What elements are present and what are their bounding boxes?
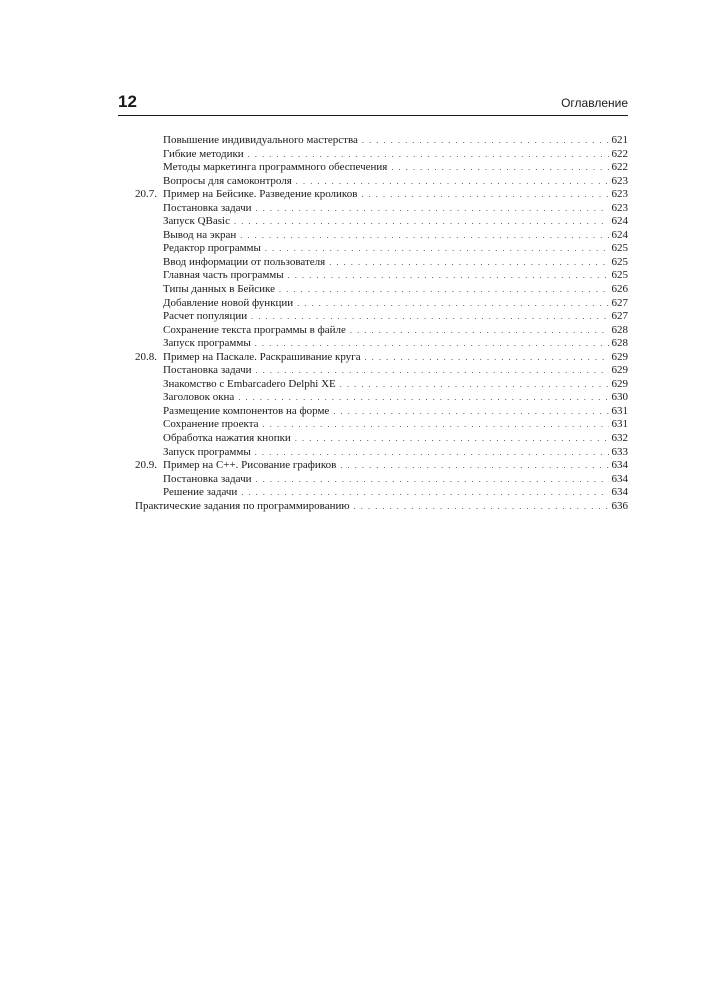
toc-entry-title: Постановка задачи — [163, 364, 252, 377]
toc-entry-title: Повышение индивидуального мастерства — [163, 134, 358, 146]
toc-entry[interactable] — [135, 337, 628, 351]
toc-entry-title: Ввод информации от пользователя — [163, 255, 326, 268]
toc-leader-dots — [361, 188, 608, 202]
toc-entry[interactable] — [135, 351, 628, 365]
toc-entry-title: Решение задачи — [163, 486, 238, 499]
toc-entry[interactable] — [135, 364, 628, 378]
toc-entry[interactable] — [135, 188, 628, 202]
toc-entry[interactable] — [135, 134, 628, 148]
toc-page-number: 624 — [611, 228, 628, 241]
toc-leader-dots — [251, 310, 608, 324]
toc-entry[interactable] — [135, 432, 628, 446]
toc-page-number: 623 — [611, 188, 628, 201]
toc-entry-title: Главная часть программы — [163, 269, 284, 282]
toc-leader-dots — [256, 473, 609, 487]
toc-leader-dots — [263, 418, 609, 432]
running-header — [118, 93, 628, 116]
toc-entry-title: Пример на С++. Рисование графиков — [163, 459, 337, 472]
toc-page-number: 636 — [611, 499, 628, 512]
toc-entry-title: Гибкие методики — [163, 147, 244, 160]
toc-leader-dots — [256, 364, 609, 378]
toc-section-number: 20.7. — [135, 188, 157, 201]
toc-page-number: 634 — [611, 486, 628, 499]
toc-page-number: 627 — [611, 296, 628, 309]
toc-entry[interactable] — [135, 459, 628, 473]
toc-leader-dots — [362, 134, 609, 148]
toc-leader-dots — [256, 202, 609, 216]
running-header-title: Оглавление — [561, 96, 628, 110]
toc-section-number: 20.9. — [135, 459, 157, 472]
toc-leader-dots — [279, 283, 608, 297]
toc-entry[interactable] — [135, 256, 628, 270]
toc-leader-dots — [295, 432, 609, 446]
toc-page-number: 622 — [611, 147, 628, 160]
toc-leader-dots — [354, 500, 609, 514]
toc-entry-title: Расчет популяции — [163, 310, 248, 323]
toc-entry[interactable] — [135, 446, 628, 460]
toc-leader-dots — [340, 459, 608, 473]
toc-entry[interactable] — [135, 148, 628, 162]
toc-leader-dots — [240, 229, 608, 243]
toc-entry-title: Запуск программы — [163, 337, 251, 350]
toc-page-number: 628 — [611, 337, 628, 350]
toc-entry-title: Редактор программы — [163, 242, 261, 255]
toc-entry[interactable] — [135, 161, 628, 175]
toc-entry-title: Сохранение текста программы в файле — [163, 323, 346, 336]
toc-page-number: 622 — [611, 161, 628, 174]
toc-leader-dots — [238, 391, 608, 405]
toc-page-number: 629 — [611, 350, 628, 363]
toc-leader-dots — [329, 256, 608, 270]
toc-entry-title: Запуск программы — [163, 445, 251, 458]
toc-page-number: 629 — [611, 377, 628, 390]
toc-entry[interactable] — [135, 486, 628, 500]
toc-entry[interactable] — [135, 405, 628, 419]
toc-entry-title: Постановка задачи — [163, 472, 252, 485]
toc-section-number: 20.8. — [135, 350, 157, 363]
toc-page-number: 623 — [611, 201, 628, 214]
toc-entry-title: Добавление новой функции — [163, 296, 294, 309]
toc-page-number: 634 — [611, 472, 628, 485]
toc-page-number: 632 — [611, 432, 628, 445]
toc-entry[interactable] — [135, 229, 628, 243]
table-of-contents — [135, 134, 628, 513]
page-number: 12 — [118, 92, 137, 111]
toc-entry[interactable] — [135, 242, 628, 256]
toc-entry-title: Вывод на экран — [163, 228, 237, 241]
toc-page-number: 634 — [611, 459, 628, 472]
toc-entry[interactable] — [135, 202, 628, 216]
toc-entry[interactable] — [135, 391, 628, 405]
toc-entry-title: Пример на Паскале. Раскрашивание круга — [163, 350, 361, 363]
toc-leader-dots — [297, 297, 608, 311]
toc-page-number: 625 — [611, 269, 628, 282]
toc-leader-dots — [255, 337, 609, 351]
toc-page-number: 629 — [611, 364, 628, 377]
toc-entry-title: Размещение компонентов на форме — [163, 404, 330, 417]
toc-entry-title: Знакомство с Embarcadero Delphi XE — [163, 377, 336, 390]
toc-entry[interactable] — [135, 297, 628, 311]
toc-leader-dots — [248, 148, 609, 162]
toc-entry[interactable] — [135, 283, 628, 297]
toc-entry[interactable] — [135, 215, 628, 229]
toc-leader-dots — [288, 269, 609, 283]
toc-entry-title: Практические задания по программированию — [135, 499, 350, 512]
toc-page-number: 631 — [611, 404, 628, 417]
toc-entry[interactable] — [135, 310, 628, 324]
toc-leader-dots — [340, 378, 609, 392]
toc-entry-title: Запуск QBasic — [163, 215, 230, 228]
toc-entry-title: Типы данных в Бейсике — [163, 283, 276, 296]
toc-entry[interactable] — [135, 378, 628, 392]
toc-page-number: 625 — [611, 242, 628, 255]
toc-entry[interactable] — [135, 500, 628, 514]
toc-page-number: 630 — [611, 391, 628, 404]
toc-entry[interactable] — [135, 324, 628, 338]
toc-leader-dots — [365, 351, 609, 365]
toc-leader-dots — [350, 324, 609, 338]
toc-entry-title: Постановка задачи — [163, 201, 252, 214]
toc-entry-title: Методы маркетинга программного обеспечения — [163, 161, 388, 174]
toc-entry[interactable] — [135, 473, 628, 487]
toc-leader-dots — [296, 175, 609, 189]
toc-leader-dots — [333, 405, 608, 419]
toc-page-number: 633 — [611, 445, 628, 458]
toc-page-number: 628 — [611, 323, 628, 336]
toc-leader-dots — [265, 242, 609, 256]
toc-page-number: 623 — [611, 174, 628, 187]
toc-page-number: 624 — [611, 215, 628, 228]
toc-entry[interactable] — [135, 269, 628, 283]
toc-entry-title: Вопросы для самоконтроля — [163, 174, 292, 187]
toc-page-number: 621 — [611, 134, 628, 146]
toc-entry[interactable] — [135, 418, 628, 432]
toc-entry-title: Сохранение проекта — [163, 418, 259, 431]
toc-entry-title: Обработка нажатия кнопки — [163, 432, 291, 445]
toc-entry[interactable] — [135, 175, 628, 189]
toc-leader-dots — [255, 446, 609, 460]
toc-page-number: 627 — [611, 310, 628, 323]
toc-leader-dots — [241, 486, 608, 500]
toc-page-number: 626 — [611, 283, 628, 296]
toc-entry-title: Пример на Бейсике. Разведение кроликов — [163, 188, 358, 201]
toc-entry-title: Заголовок окна — [163, 391, 235, 404]
toc-leader-dots — [391, 161, 608, 175]
toc-leader-dots — [234, 215, 609, 229]
toc-page-number: 631 — [611, 418, 628, 431]
toc-page-number: 625 — [611, 255, 628, 268]
